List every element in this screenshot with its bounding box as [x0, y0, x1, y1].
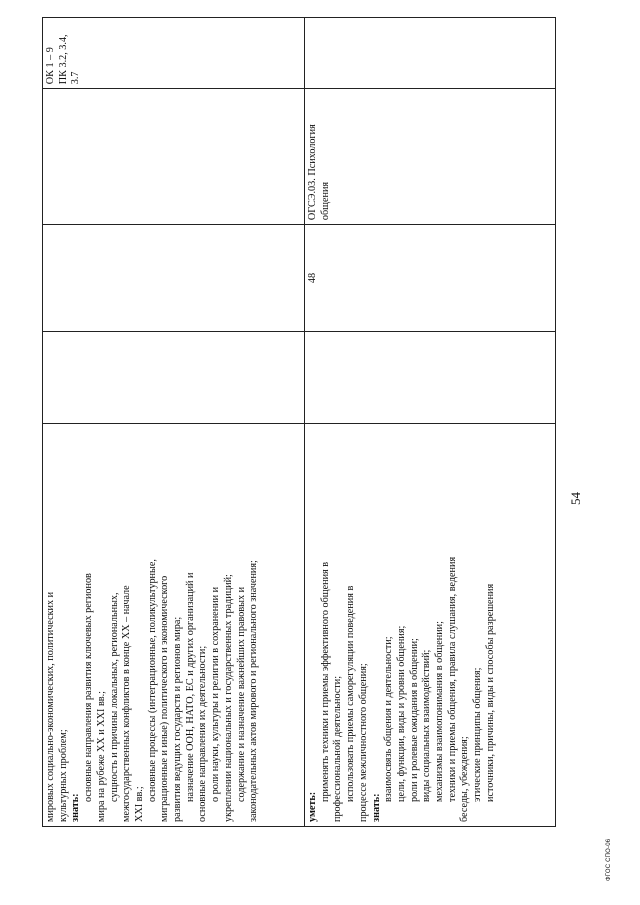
page-number: 54 [568, 492, 583, 505]
content-line: мира на рубеже XX и XXI вв.; [95, 691, 107, 822]
discipline-cell [43, 89, 305, 225]
content-line: техники и приемы общения, правила слушания, ведения [446, 556, 458, 802]
table-row [305, 18, 556, 827]
footer-code: ФГОС СПО-06 [606, 838, 612, 881]
content-line: этические принципы общения; [472, 667, 484, 802]
content-line: источники, причины, виды и способы разрешения [484, 583, 496, 802]
content-line: взаимосвязь общения и деятельности; [383, 636, 395, 802]
content-line: роли и ролевые ожидания в общении; [408, 638, 420, 802]
empty-cell [43, 331, 305, 423]
discipline-cell: ОГСЭ.03. Психология общения [305, 89, 556, 225]
content-line: миграционные и иные) политического и экономического [159, 575, 171, 822]
content-line: XXI вв.; [133, 786, 145, 822]
content-line: развития ведущих государств и регионов мира; [172, 616, 184, 822]
content-line: основные направления развития ключевых регионов [83, 573, 95, 802]
content-line: назначение ООН, НАТО, ЕС и других организаций и [184, 572, 196, 802]
curriculum-table [42, 17, 556, 827]
content-line: о роли науки, культуры и религии в сохранении и [210, 586, 222, 802]
content-line: укреплении национальных и государственных традиций; [222, 574, 234, 822]
content-line: использовать приемы саморегуляции поведения в [345, 585, 357, 802]
content-line: виды социальных взаимодействий; [421, 649, 433, 802]
competencies-cell [305, 18, 556, 89]
hours-cell [43, 225, 305, 332]
content-line: законодательных актов мирового и регионального значения; [248, 560, 260, 822]
content-line: применять техники и приемы эффективного общения в [319, 561, 331, 802]
content-line: профессиональной деятельности; [332, 675, 344, 822]
content-cell [43, 424, 305, 827]
content-cell [305, 424, 556, 827]
content-line: мировых социально-экономических, политических и [45, 591, 56, 822]
empty-cell [305, 331, 556, 423]
content-line: знать: [370, 793, 382, 822]
content-line: сущность и причины локальных, региональных, [108, 592, 120, 802]
content-line: процессе межличностного общения; [357, 663, 369, 822]
content-line: культурных проблем; [57, 729, 69, 822]
content-line: знать: [70, 793, 82, 822]
content-line: цели, функции, виды и уровни общения; [395, 625, 407, 802]
content-line: уметь: [307, 791, 318, 822]
content-line: основные направления их деятельности; [197, 645, 209, 822]
content-line: содержание и назначение важнейших правовых и [235, 586, 247, 802]
content-line: механизмы взаимопонимания в общении; [434, 621, 446, 802]
table-row [43, 18, 305, 827]
hours-cell: 48 [305, 225, 556, 332]
competencies-cell: ОК 1 – 9 ПК 3.2, 3.4, 3.7 [43, 18, 305, 89]
content-line: беседы, убеждения; [459, 736, 471, 822]
content-line: основные процессы (интеграционные, поликультурные, [146, 559, 158, 802]
content-line: межгосударственных конфликтов в конце XX – начале [121, 585, 133, 822]
